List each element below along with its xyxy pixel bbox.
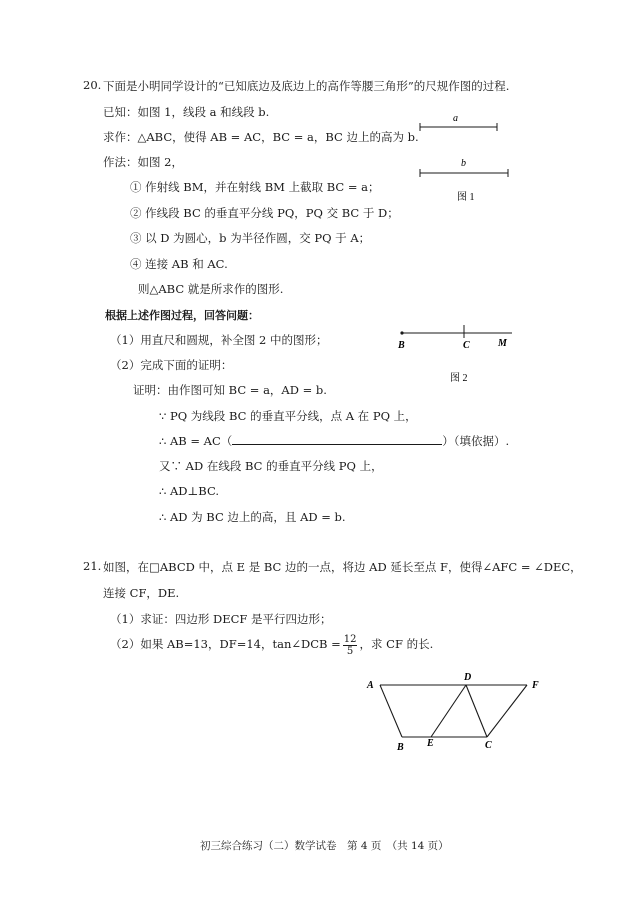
label-A: A [367, 680, 374, 691]
q21-number: 21. [83, 559, 102, 573]
figure-2-caption: 图 2 [450, 373, 468, 384]
figure-2 [392, 318, 522, 388]
q20-proof-line4: 又∵ AD 在线段 BC 的垂直平分线 PQ 上， [159, 459, 383, 473]
q21-part2-start: （2）如果 AB=13，DF=14，tan∠DCB = [110, 637, 341, 651]
line-DC [466, 685, 487, 737]
q20-intro: 下面是小明同学设计的“已知底边及底边上的高作等腰三角形”的尺规作图的过程. [103, 79, 510, 93]
line-AB [380, 685, 402, 737]
q20-step2: ② 作线段 BC 的垂直平分线 PQ，PQ 交 BC 于 D； [130, 206, 399, 220]
q20-proof-line3-start: ∴ AB = AC（ [159, 434, 233, 448]
label-M: M [498, 338, 507, 349]
q21-part1: （1）求证：四边形 DECF 是平行四边形； [110, 612, 332, 626]
q20-proof-line2: ∵ PQ 为线段 BC 的垂直平分线，点 A 在 PQ 上， [159, 409, 417, 423]
q20-part2: （2）完成下面的证明： [110, 358, 233, 372]
q20-conclusion: 则△ABC 就是所求作的图形. [138, 282, 284, 296]
q20-step3: ③ 以 D 为圆心，b 为半径作圆，交 PQ 于 A； [130, 231, 371, 245]
line-CF [487, 685, 527, 737]
q21-line2: 连接 CF，DE. [103, 586, 180, 600]
fraction-numerator: 12 [343, 633, 357, 645]
q20-proof-line6: ∴ AD 为 BC 边上的高，且 AD = b. [159, 510, 346, 524]
label-B: B [397, 742, 404, 753]
label-C: C [463, 340, 470, 351]
segment-b-label: b [461, 158, 466, 169]
figure-q21 [362, 670, 552, 755]
label-D: D [464, 672, 472, 683]
page-footer: 初三综合练习（二）数学试卷 第 4 页 （共 14 页） [200, 840, 449, 852]
q20-number: 20. [83, 78, 102, 92]
q20-step4: ④ 连接 AB 和 AC. [130, 257, 228, 271]
segment-a-label: a [453, 113, 458, 124]
label-F: F [532, 680, 539, 691]
q21-part2-end: ，求 CF 的长. [359, 637, 434, 651]
q21-line1: 如图，在□ABCD 中，点 E 是 BC 边的一点，将边 AD 延长至点 F，使得∠AFC = ∠DEC， [103, 560, 582, 574]
q20-known: 已知：如图 1，线段 a 和线段 b. [103, 105, 270, 119]
figure-2-svg [392, 318, 522, 388]
label-E: E [427, 738, 434, 749]
q20-proof-line1: 证明：由作图可知 BC = a，AD = b. [133, 383, 327, 397]
label-C: C [485, 740, 492, 751]
q20-method: 作法：如图 2， [103, 155, 183, 169]
q20-proof-line5: ∴ AD⊥BC. [159, 484, 220, 498]
figure-1-caption: 图 1 [457, 192, 475, 203]
line-DE [431, 685, 466, 737]
fill-in-blank[interactable] [232, 433, 442, 445]
figure-1-svg [410, 110, 510, 205]
figure-1 [410, 110, 510, 205]
fraction-denominator: 5 [346, 645, 354, 657]
q21-part2 [110, 630, 433, 658]
figure-q21-svg [362, 670, 552, 755]
q20-proof-line3 [159, 433, 509, 449]
q20-goal: 求作：△ABC，使得 AB = AC，BC = a，BC 边上的高为 b. [103, 130, 419, 144]
q20-part1: （1）用直尺和圆规，补全图 2 中的图形； [110, 333, 328, 347]
label-B: B [398, 340, 405, 351]
q20-proof-line3-end: ）（填依据）. [442, 434, 510, 448]
q20-answer-heading: 根据上述作图过程，回答问题： [105, 309, 259, 322]
fraction-12-5 [343, 634, 358, 657]
q20-step1: ① 作射线 BM，并在射线 BM 上截取 BC = a； [130, 180, 380, 194]
